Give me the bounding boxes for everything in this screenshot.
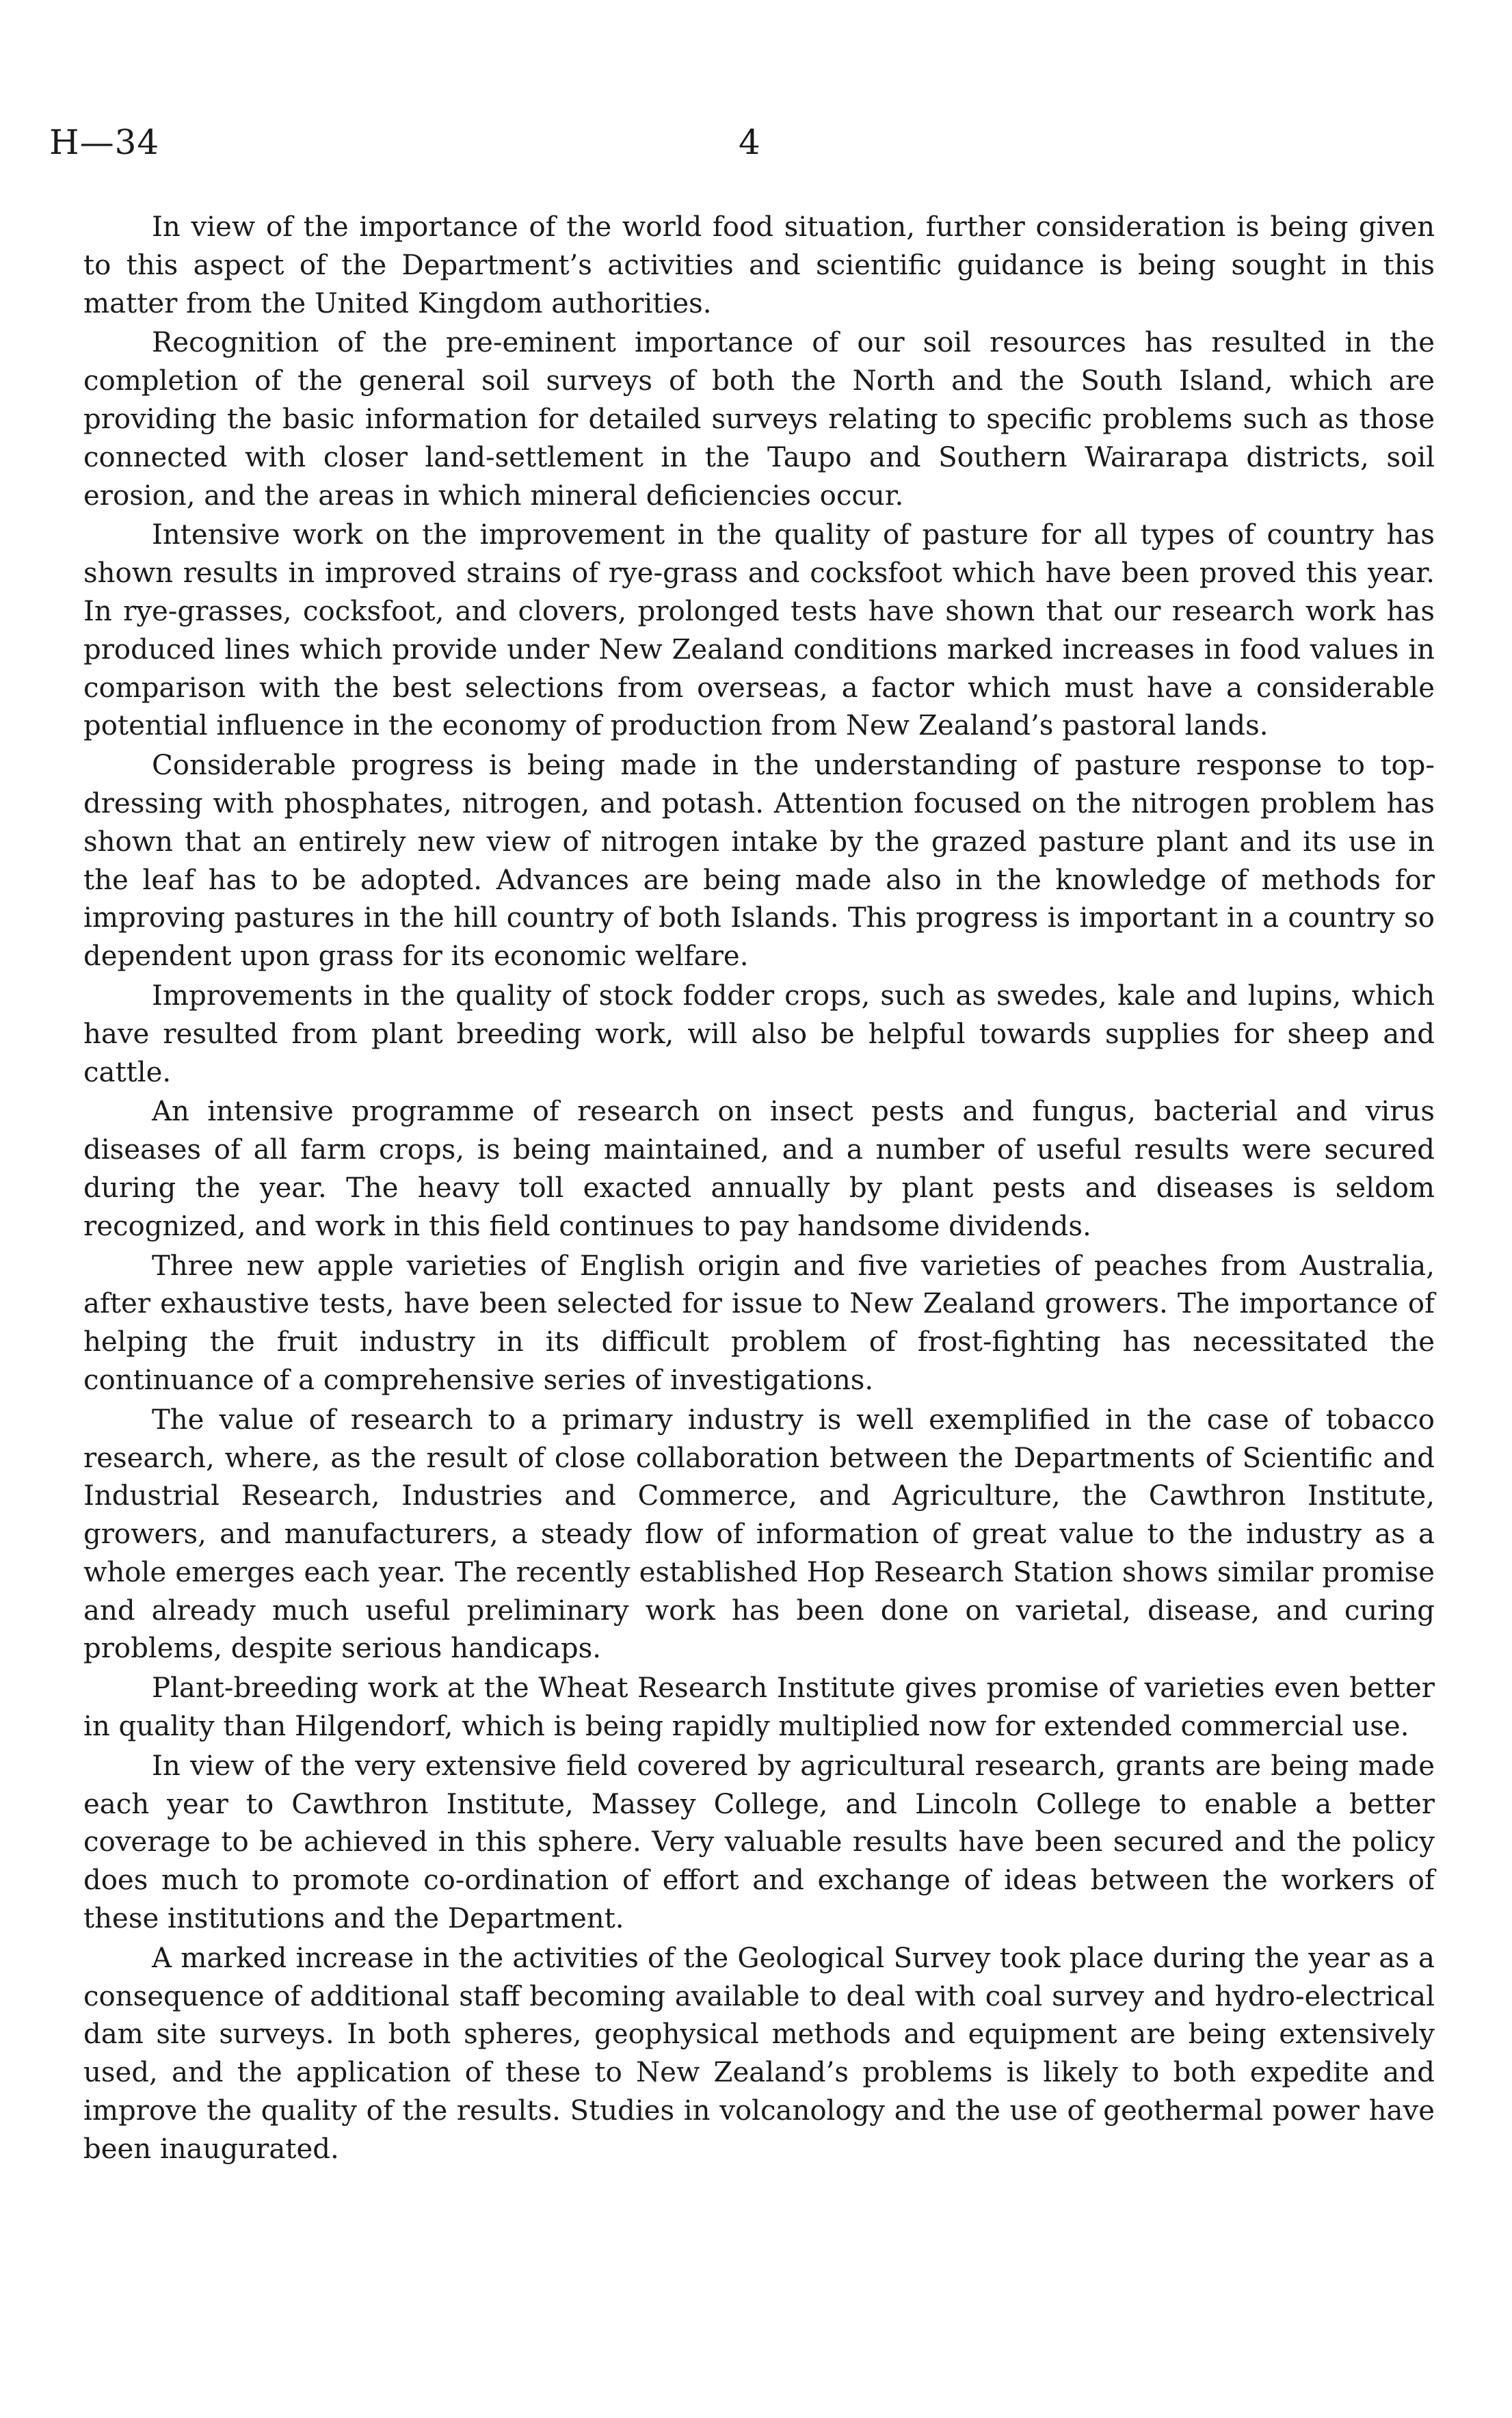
paragraph-pests-diseases: An intensive programme of research on insect pests and fungus, bacterial and virus diseases of all farm crops, is being maintained, and a number of useful results were secured during the year. The heavy toll exacted annually by plant pests and diseases is seldom recognized, and work in this field continues to pay handsome dividends. bbox=[83, 1096, 1435, 1242]
paragraph-tobacco-research: The value of research to a primary industry is well exemplified in the case of tobacco research, where, as the result of close collaboration between the Departments of Scientific and Industrial Research, Industries and Commerce, and Agriculture, the Cawthron Institute, growers, and manufacturers, a steady flow of information of great value to the industry as a whole emerges each year. The recently established Hop Research Station shows similar promise and already much useful preliminary work has been done on varietal, disease, and curing problems, despite serious handicaps. bbox=[83, 1404, 1435, 1665]
paragraph-pasture-quality: Intensive work on the improvement in the quality of pasture for all types of country has shown results in improved strains of rye-grass and cocksfoot which have been proved this year. In rye-grasses, cocksfoot, and clovers, prolonged tests have shown that our research work has produced lines which provide under New Zealand conditions marked increases in food values in comparison with the best selections from overseas, a factor which must have a considerable potential influence in the economy of production from New Zealand’s pastoral lands. bbox=[83, 519, 1435, 742]
paragraph-food-situation: In view of the importance of the world food situation, further consideration is being given to this aspect of the Department’s activities and scientific guidance is being sought in this matter from the United Kingdom authorities. bbox=[83, 211, 1435, 319]
paragraph-fruit-varieties: Three new apple varieties of English origin and five varieties of peaches from Australia, after exhaustive tests, have been selected for issue to New Zealand growers. The importance of helping the fruit industry in its difficult problem of frost-fighting has necessitated the continuance of a comprehensive series of investigations. bbox=[83, 1250, 1435, 1396]
paragraph-research-grants: In view of the very extensive field covered by agricultural research, grants are being made each year to Cawthron Institute, Massey College, and Lincoln College to enable a better coverage to be achieved in this sphere. Very valuable results have been secured and the policy does much to promote co-ordination of effort and exchange of ideas between the workers of these institutions and the Department. bbox=[83, 1750, 1435, 1935]
paragraph-top-dressing: Considerable progress is being made in the understanding of pasture response to top-dressing with phosphates, nitrogen, and potash. Attention focused on the nitrogen problem has shown that an entirely new view of nitrogen intake by the grazed pasture plant and its use in the leaf has to be adopted. Advances are being made also in the knowledge of methods for improving pastures in the hill country of both Islands. This progress is important in a country so dependent upon grass for its economic welfare. bbox=[83, 750, 1435, 973]
paragraph-wheat-research: Plant-breeding work at the Wheat Research Institute gives promise of varieties even better in quality than Hilgendorf, which is being rapidly multiplied now for extended commercial use. bbox=[83, 1672, 1435, 1743]
page-header bbox=[49, 122, 1444, 170]
paragraph-fodder-crops: Improvements in the quality of stock fodder crops, such as swedes, kale and lupins, which have resulted from plant breeding work, will also be helpful towards supplies for sheep and cattle. bbox=[83, 980, 1435, 1088]
body-text bbox=[83, 209, 1435, 2170]
paragraph-soil-surveys: Recognition of the pre-eminent importance of our soil resources has resulted in the completion of the general soil surveys of both the North and the South Island, which are providing the basic information for detailed surveys relating to specific problems such as those connected with closer land-settlement in the Taupo and Southern Wairarapa districts, soil erosion, and the areas in which mineral deficiencies occur. bbox=[83, 327, 1435, 512]
paragraph-geological-survey: A marked increase in the activities of the Geological Survey took place during the year as a consequence of additional staff becoming available to deal with coal survey and hydro-electrical dam site surveys. In both spheres, geophysical methods and equipment are being extensively used, and the application of these to New Zealand’s problems is likely to both expedite and improve the quality of the results. Studies in volcanology and the use of geothermal power have been inaugurated. bbox=[83, 1942, 1435, 2165]
page-number: 4 bbox=[739, 122, 760, 162]
document-code: H—34 bbox=[49, 122, 160, 162]
